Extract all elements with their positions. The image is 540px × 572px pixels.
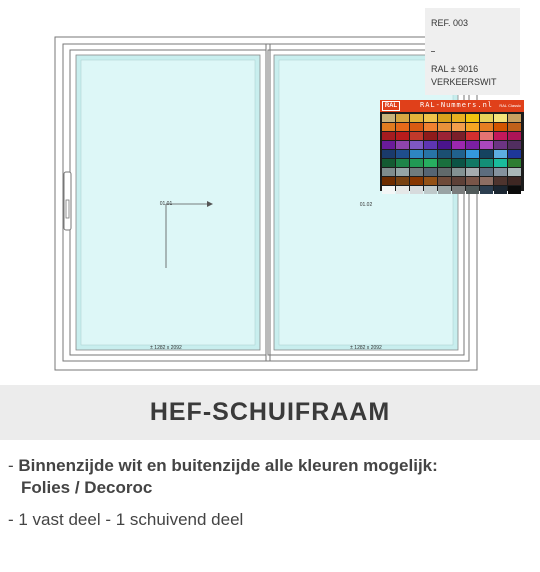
ral-swatch [396,114,409,122]
ral-swatch [494,159,507,167]
ral-swatch [382,186,395,194]
ral-swatch [452,150,465,158]
ral-swatch [480,123,493,131]
product-description [8,455,533,531]
ral-swatch [494,132,507,140]
ral-swatch [452,168,465,176]
color-options-text: Binnenzijde wit en buitenzijde alle kleuren mogelijk: [18,456,438,475]
ral-swatch [466,186,479,194]
ral-swatch [410,141,423,149]
ral-swatch [480,150,493,158]
ral-swatch [508,132,521,140]
ral-code: RAL ± 9016 [431,64,479,74]
ral-swatch [438,114,451,122]
ral-swatch [452,123,465,131]
ral-swatch [508,186,521,194]
ral-swatch [466,132,479,140]
reference-card [425,8,520,95]
ral-swatch [480,159,493,167]
right-dimension: ± 1282 x 2092 [350,345,382,351]
ral-swatch [424,132,437,140]
ral-logo: RAL [382,101,400,111]
ral-swatch [438,186,451,194]
description-line-2: - 1 vast deel - 1 schuivend deel [8,510,244,529]
ral-swatch [396,168,409,176]
ral-swatch [396,123,409,131]
ral-swatch [452,159,465,167]
ral-swatch [494,141,507,149]
ral-swatch [494,177,507,185]
ral-swatch [438,132,451,140]
ral-swatch [494,150,507,158]
ral-swatch [382,177,395,185]
handle-grip [66,200,69,218]
ral-swatch [494,123,507,131]
ral-swatch [452,114,465,122]
ral-swatch [508,150,521,158]
ral-swatch [396,159,409,167]
ral-swatch [410,150,423,158]
ral-color-chart [380,100,524,191]
ral-swatch [424,123,437,131]
ral-swatch [424,168,437,176]
ral-swatch [466,150,479,158]
ral-swatch [382,150,395,158]
ral-chart-subtitle: RAL Classic [499,103,521,108]
ral-swatch [424,177,437,185]
left-dimension: ± 1282 x 2092 [150,345,182,351]
ral-swatch [452,177,465,185]
ral-swatch [410,159,423,167]
ral-swatch [508,114,521,122]
ral-swatch [480,168,493,176]
ral-swatch [424,186,437,194]
ral-swatch [480,114,493,122]
ral-swatch [424,114,437,122]
color-options-continued: Folies / Decoroc [21,478,153,497]
ral-swatch [382,159,395,167]
bullet-dash: - [8,456,19,475]
ral-swatch [438,150,451,158]
ral-swatch [494,114,507,122]
left-panel-label: 01.01 [159,201,173,207]
description-line-1 [8,455,533,499]
ral-swatch-grid [382,114,521,194]
ral-swatch [424,159,437,167]
reference-number: REF. 003 [431,18,469,28]
ral-swatch [438,168,451,176]
title-band [0,385,540,440]
product-title: HEF-SCHUIFRAAM [149,398,391,426]
ral-swatch [410,186,423,194]
ral-swatch [396,150,409,158]
ral-swatch [396,141,409,149]
ral-color-name: VERKEERSWIT [431,77,497,87]
ral-swatch [424,150,437,158]
ral-swatch [508,168,521,176]
ral-swatch [480,186,493,194]
ral-swatch [508,159,521,167]
ral-swatch [480,141,493,149]
ral-swatch [480,177,493,185]
divider [431,51,435,52]
ral-swatch [410,123,423,131]
ral-swatch [466,114,479,122]
ral-swatch [382,123,395,131]
ral-swatch [452,186,465,194]
ral-swatch [438,123,451,131]
ral-swatch [438,159,451,167]
ral-swatch [466,168,479,176]
ral-swatch [438,141,451,149]
ral-swatch [438,177,451,185]
ral-swatch [466,159,479,167]
ral-swatch [480,132,493,140]
ral-swatch [494,186,507,194]
ral-swatch [494,168,507,176]
ral-swatch [508,177,521,185]
ral-color-info [431,63,497,89]
ral-swatch [452,141,465,149]
ral-swatch [508,123,521,131]
ral-swatch [382,168,395,176]
ral-swatch [410,114,423,122]
ral-site-name: RAL-Nummers.nl [420,101,494,109]
ral-swatch [396,132,409,140]
ral-swatch [396,177,409,185]
ral-swatch [466,123,479,131]
ral-swatch [508,141,521,149]
ral-swatch [382,132,395,140]
ral-swatch [382,141,395,149]
ral-chart-header [380,100,524,112]
ral-swatch [466,141,479,149]
ral-swatch [396,186,409,194]
ral-swatch [466,177,479,185]
ral-swatch [382,114,395,122]
ral-swatch [424,141,437,149]
ral-swatch [410,132,423,140]
ral-swatch [452,132,465,140]
ral-swatch [410,168,423,176]
ral-swatch [410,177,423,185]
right-panel-label: 01.02 [359,202,373,208]
